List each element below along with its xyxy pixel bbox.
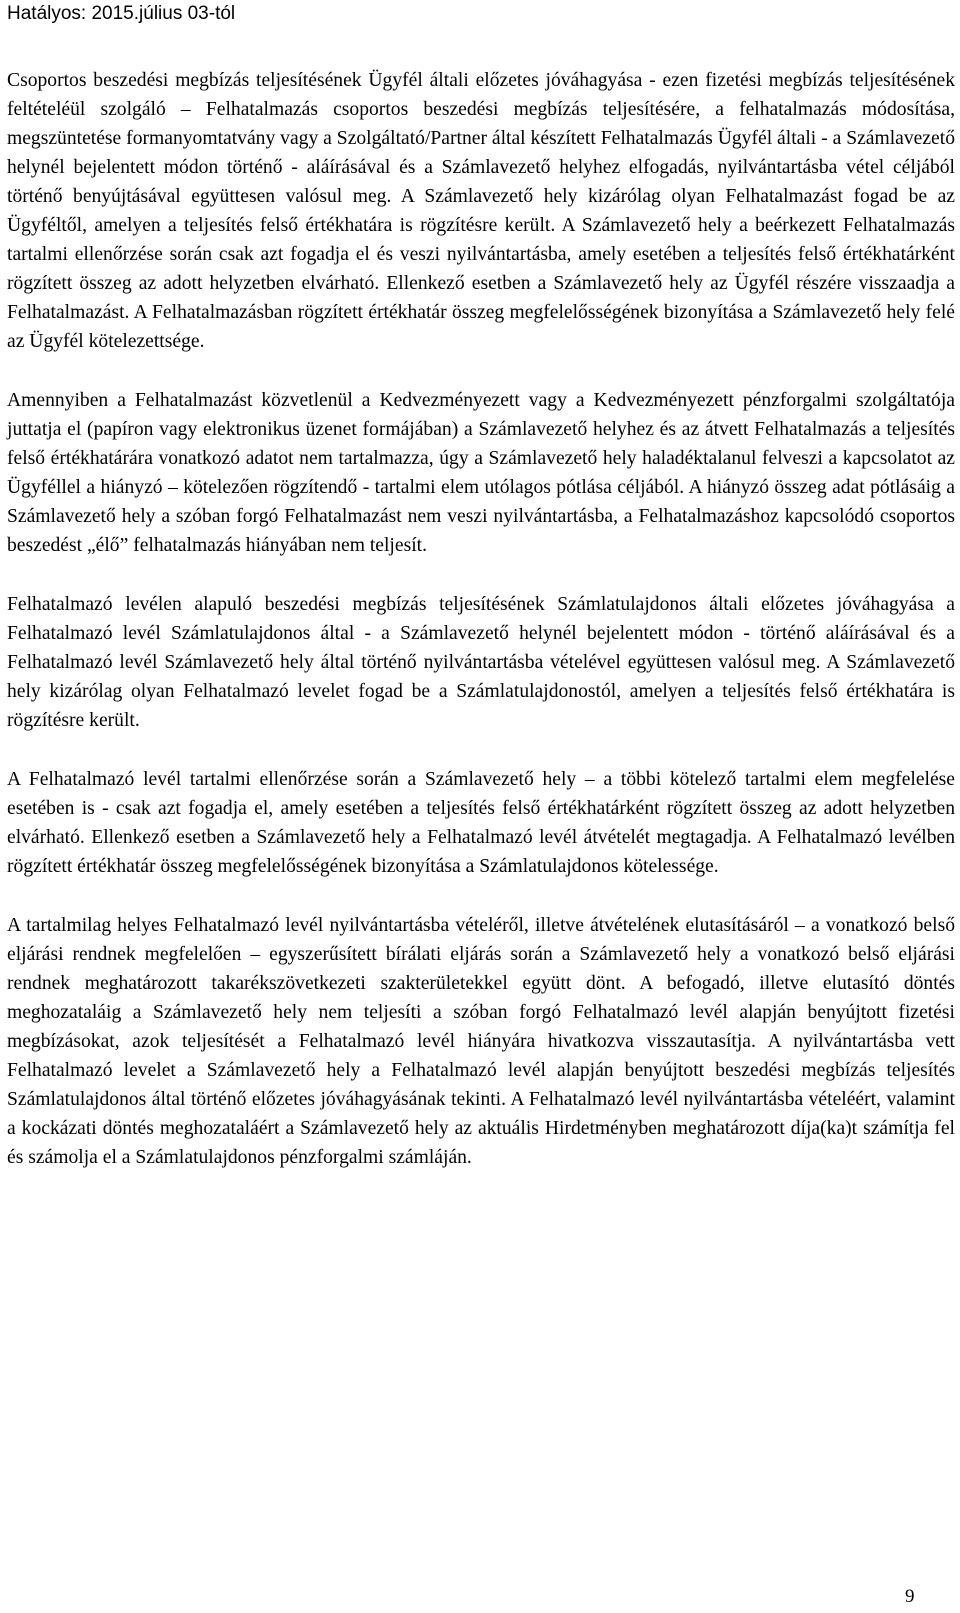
document-body — [7, 66, 955, 1202]
page-number: 9 — [905, 1586, 915, 1607]
paragraph-tartalmi-ellenorzes: A Felhatalmazó levél tartalmi ellenőrzése során a Számlavezető hely – a többi kötelező tartalmi elem megfelelése esetében is - csak azt fogadja el, amely esetében a teljesítés felső értékhatárként rögzített összeg az adott helyzetben elvárható. Ellenkező esetben a Számlavezető hely a Felhatalmazó levél átvételét megtagadja. A Felhatalmazó levélben rögzített értékhatár összeg megfelelősségének bizonyítása a Számlatulajdonos kötelessége. — [7, 769, 955, 877]
paragraph-csoportos-beszedes: Csoportos beszedési megbízás teljesítésének Ügyfél általi előzetes jóváhagyása - ezen fizetési megbízás teljesítésének feltételéül szolgáló – Felhatalmazás csoportos beszedési megbízás teljesítésére, a felhatalmazás módosítása, megszüntetése formanyomtatvány vagy a Szolgáltató/Partner által készített Felhatalmazás Ügyfél általi - a Számlavezető helynél bejelentett módon történő - aláírásával és a Számlavezető helyhez elfogadás, nyilvántartásba vétel céljából történő benyújtásával együttesen valósul meg. A Számlavezető hely kizárólag olyan Felhatalmazást fogad be az Ügyféltől, amelyen a teljesítés felső értékhatára is rögzítésre került. A Számlavezető hely a beérkezett Felhatalmazás tartalmi ellenőrzése során csak azt fogadja el és veszi nyilvántartásba, amely esetében a teljesítés felső értékhatárként rögzített összeg az adott helyzetben elvárható. Ellenkező esetben a Számlavezető hely az Ügyfél részére visszaadja a Felhatalmazást. A Felhatalmazásban rögzített értékhatár összeg megfelelősségének bizonyítása a Számlavezető hely felé az Ügyfél kötelezettsége. — [7, 70, 955, 352]
paragraph-kedvezmenyezett: Amennyiben a Felhatalmazást közvetlenül a Kedvezményezett vagy a Kedvezményezett pénzforgalmi szolgáltatója juttatja el (papíron vagy elektronikus üzenet formájában) a Számlavezető helyhez és az átvett Felhatalmazás a teljesítés felső értékhatárára vonatkozó adatot nem tartalmazza, úgy a Számlavezető hely haladéktalanul felveszi a kapcsolatot az Ügyféllel a hiányzó – kötelezően rögzítendő - tartalmi elem utólagos pótlása céljából. A hiányzó összeg adat pótlásáig a Számlavezető hely a szóban forgó Felhatalmazást nem veszi nyilvántartásba, a Felhatalmazáshoz kapcsolódó csoportos beszedést „élő” felhatalmazás hiányában nem teljesít. — [7, 390, 955, 556]
paragraph-nyilvantartasba-vetel: A tartalmilag helyes Felhatalmazó levél nyilvántartásba vételéről, illetve átvételének elutasításáról – a vonatkozó belső eljárási rendnek megfelelően – egyszerűsített bírálati eljárás során a Számlavezető hely a vonatkozó belső eljárási rendnek meghatározott takarékszövetkezeti szakterületekkel együtt dönt. A befogadó, illetve elutasító döntés meghozataláig a Számlavezető hely nem teljesíti a szóban forgó Felhatalmazó levél alapján benyújtott fizetési megbízásokat, azok teljesítését a Felhatalmazó levél hiányára hivatkozva visszautasítja. A nyilvántartásba vett Felhatalmazó levelet a Számlavezető hely a Felhatalmazó levél alapján benyújtott beszedési megbízás teljesítés Számlatulajdonos által történő előzetes jóváhagyásának tekinti. A Felhatalmazó levél nyilvántartásba vételéért, valamint a kockázati döntés meghozataláért a Számlavezető hely az aktuális Hirdetményben meghatározott díja(ka)t számítja fel és számolja el a Számlatulajdonos pénzforgalmi számláján. — [7, 915, 955, 1168]
paragraph-felhatalmazo-level: Felhatalmazó levélen alapuló beszedési megbízás teljesítésének Számlatulajdonos általi előzetes jóváhagyása a Felhatalmazó levél Számlatulajdonos által - a Számlavezető helynél bejelentett módon - történő aláírásával és a Felhatalmazó levél Számlavezető hely által történő nyilvántartásba vételével együttesen valósul meg. A Számlavezető hely kizárólag olyan Felhatalmazó levelet fogad be a Számlatulajdonostól, amelyen a teljesítés felső értékhatára is rögzítésre került. — [7, 594, 955, 731]
page-header: Hatályos: 2015.július 03-tól — [7, 3, 236, 24]
